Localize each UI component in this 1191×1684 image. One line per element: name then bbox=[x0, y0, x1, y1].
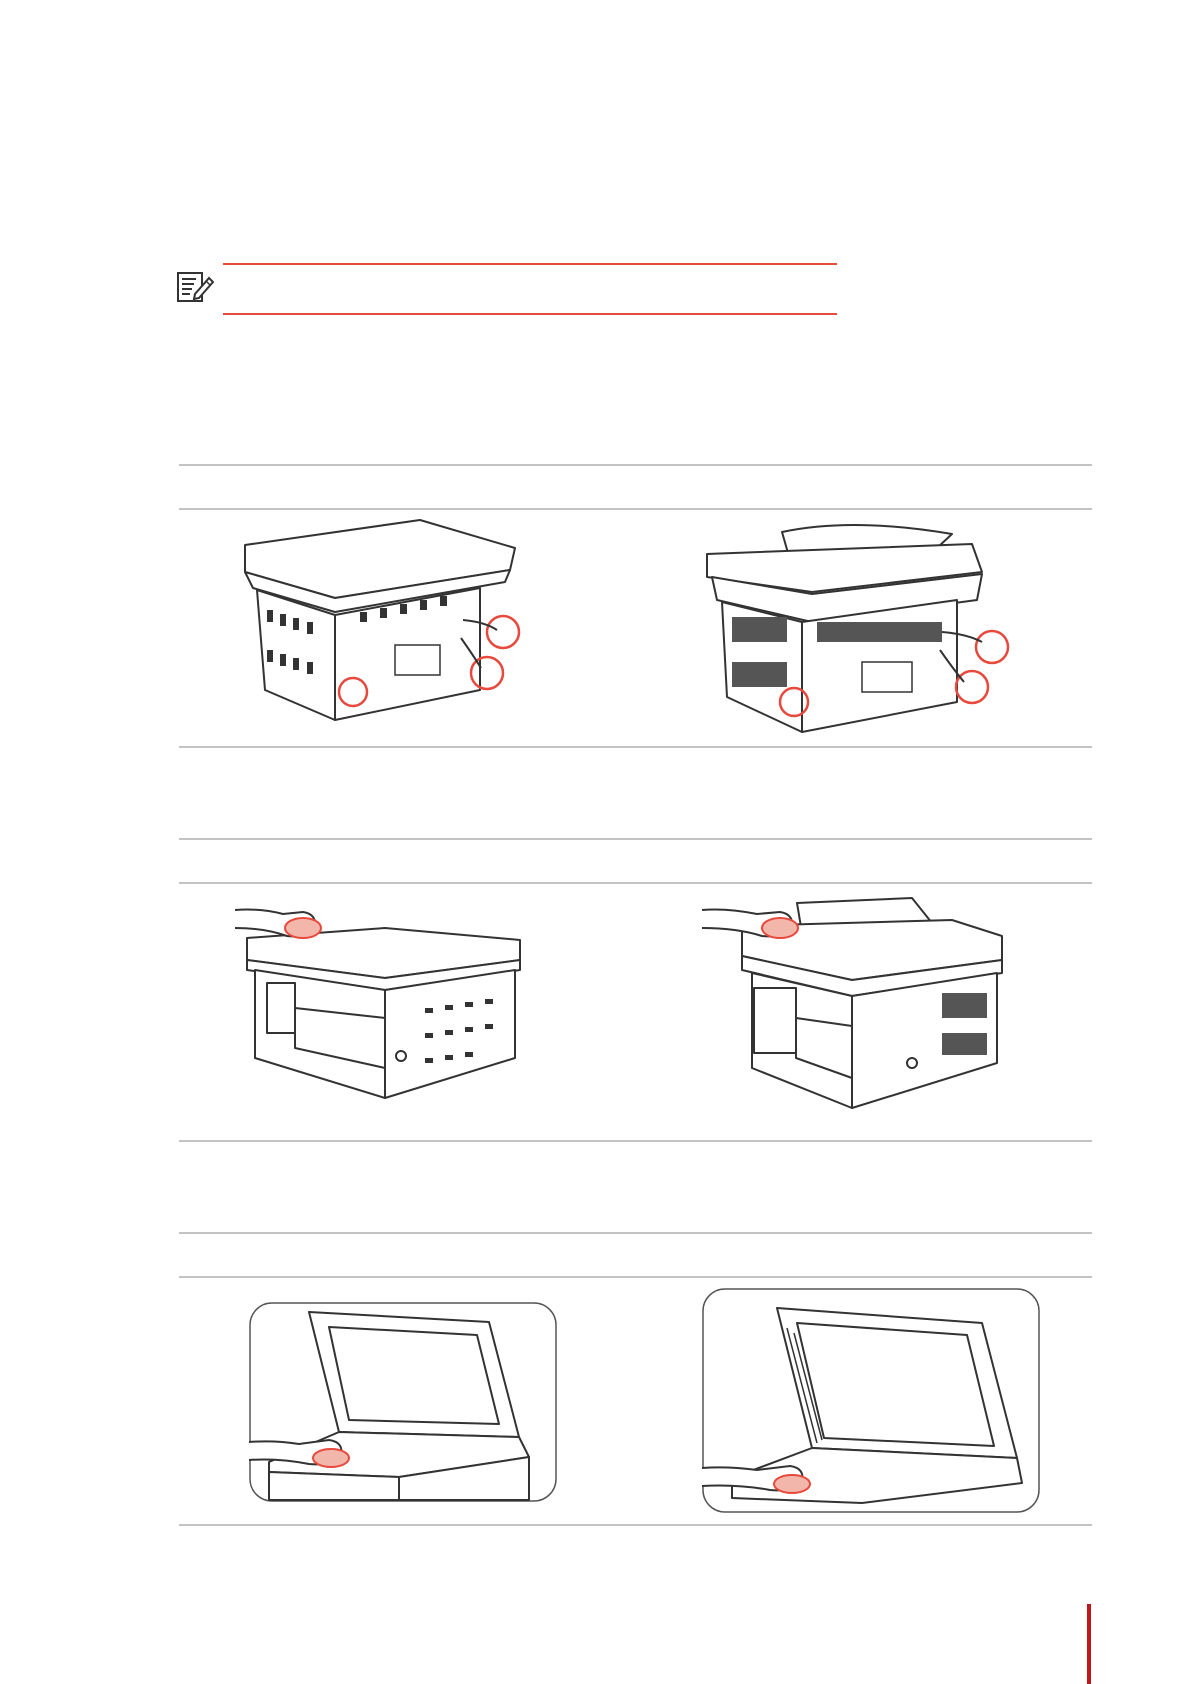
note-pencil-icon bbox=[176, 270, 214, 304]
hand-cleaning-flatbed-glass-illustration bbox=[249, 1302, 557, 1502]
printer-rear-adf-cables-illustration bbox=[702, 522, 1022, 740]
section-2-bottom-rule bbox=[179, 1140, 1092, 1142]
note-bottom-rule bbox=[223, 313, 837, 315]
section-3-header-rule bbox=[179, 1276, 1092, 1278]
section-2-top-rule bbox=[179, 838, 1092, 840]
printer-rear-flatbed-cables-illustration bbox=[235, 520, 545, 735]
section-2-header-rule bbox=[179, 882, 1092, 884]
hand-cleaning-adf-glass-illustration bbox=[702, 1288, 1040, 1513]
section-3-top-rule bbox=[179, 1232, 1092, 1234]
section-1-bottom-rule bbox=[179, 746, 1092, 748]
section-3-bottom-rule bbox=[179, 1524, 1092, 1526]
hand-wiping-adf-top-illustration bbox=[702, 898, 1020, 1116]
section-1-header-rule bbox=[179, 508, 1092, 510]
hand-wiping-flatbed-lid-illustration bbox=[235, 898, 530, 1103]
note-top-rule bbox=[223, 263, 837, 265]
section-1-top-rule bbox=[179, 464, 1092, 466]
page-edge-marker bbox=[1087, 1604, 1091, 1684]
